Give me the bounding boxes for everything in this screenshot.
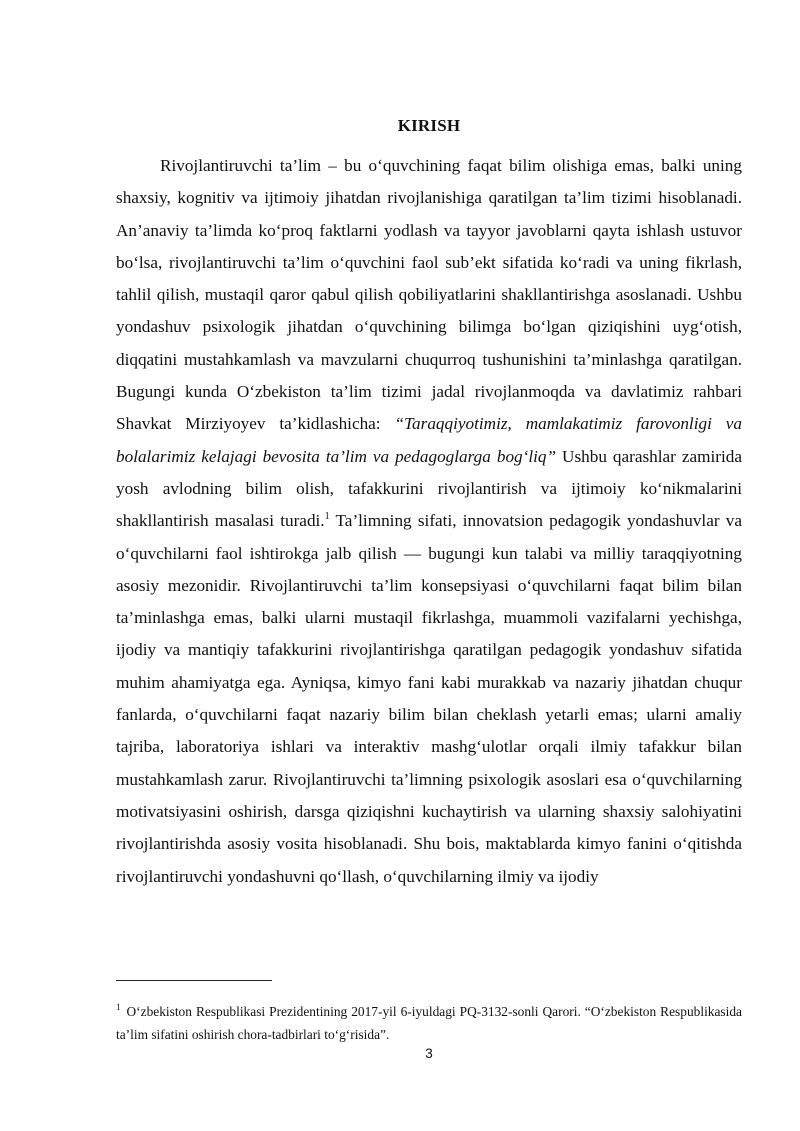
footnote (116, 1001, 742, 1046)
page-number: 3 (425, 1046, 433, 1061)
footnote-separator (116, 980, 272, 981)
footnote-number: 1 (116, 1002, 121, 1012)
footnote-text: O‘zbekiston Respublikasi Prezidentining 2017-yil 6-iyuldagi PQ-3132-sonli Qarori. “O‘zbekiston Respublikasida ta’lim sifatini oshirish chora-tadbirlari to‘g‘risida”. (116, 1004, 742, 1042)
body-text (116, 150, 742, 893)
paragraph-text-part-1: Rivojlantiruvchi ta’lim – bu o‘quvchining faqat bilim olishiga emas, balki uning shaxsiy, kognitiv va ijtimoiy jihatdan rivojlanishiga qaratilgan ta’lim tizimi hisoblanadi. An’anaviy ta’limda ko‘proq faktlarni yodlash va tayyor javoblarni qayta ishlash ustuvor bo‘lsa, rivojlantiruvchi ta’lim o‘quvchini faol sub’ekt sifatida ko‘radi va uning fikrlash, tahlil qilish, mustaqil qaror qabul qilish qobiliyatlarini shakllantirishga asoslanadi. Ushbu yondashuv psixologik jihatdan o‘quvchining bilimga bo‘lgan qiziqishini uyg‘otish, diqqatini mustahkamlash va mavzularni chuqurroq tushunishini ta’minlashga qaratilgan. Bugungi kunda O‘zbekiston ta’lim tizimi jadal rivojlanmoqda va davlatimiz rahbari Shavkat Mirziyoyev ta’kidlashicha: (116, 156, 742, 434)
section-heading: KIRISH (397, 116, 461, 135)
president-quote: “Taraqqiyotimiz, mamlakatimiz farovonligi va bolalarimiz kelajagi bevosita ta’lim va pedagoglarga bog‘liq” (116, 414, 742, 466)
paragraph-text-part-2: Ushbu qarashlar zamirida yosh avlodning bilim olish, tafakkurini rivojlantirish va ijtimoiy ko‘nikmalarini shakllantirish masalasi turadi. (116, 446, 742, 531)
footnote-reference[interactable]: 1 (324, 511, 330, 523)
paragraph (116, 150, 742, 893)
paragraph-text-part-3: Ta’limning sifati, innovatsion pedagogik yondashuvlar va o‘quvchilarni faol ishtirokga jalb qilish — bugungi kun talabi va milliy taraqqiyotning asosiy mezonidir. Rivojlantiruvchi ta’lim konsepsiyasi o‘quvchilarni faqat bilim bilan ta’minlashga emas, balki ularni mustaqil fikrlashga, muammoli vazifalarni yechishga, ijodiy va mantiqiy tafakkurini rivojlantirishga qaratilgan pedagogik yondashuv sifatida muhim ahamiyatga ega. Ayniqsa, kimyo fani kabi murakkab va nazariy jihatdan chuqur fanlarda, o‘quvchilarni faqat nazariy bilim bilan cheklash yetarli emas; ularni amaliy tajriba, laboratoriya ishlari va interaktiv mashg‘ulotlar orqali ilmiy tafakkur bilan mustahkamlash zarur. Rivojlantiruvchi ta’limning psixologik asoslari esa o‘quvchilarning motivatsiyasini oshirish, darsga qiziqishni kuchaytirish va ularning shaxsiy salohiyatini rivojlantirishda asosiy vosita hisoblanadi. Shu bois, maktablarda kimyo fanini o‘qitishda rivojlantiruvchi yondashuvni qo‘llash, o‘quvchilarning ilmiy va ijodiy (116, 511, 742, 886)
